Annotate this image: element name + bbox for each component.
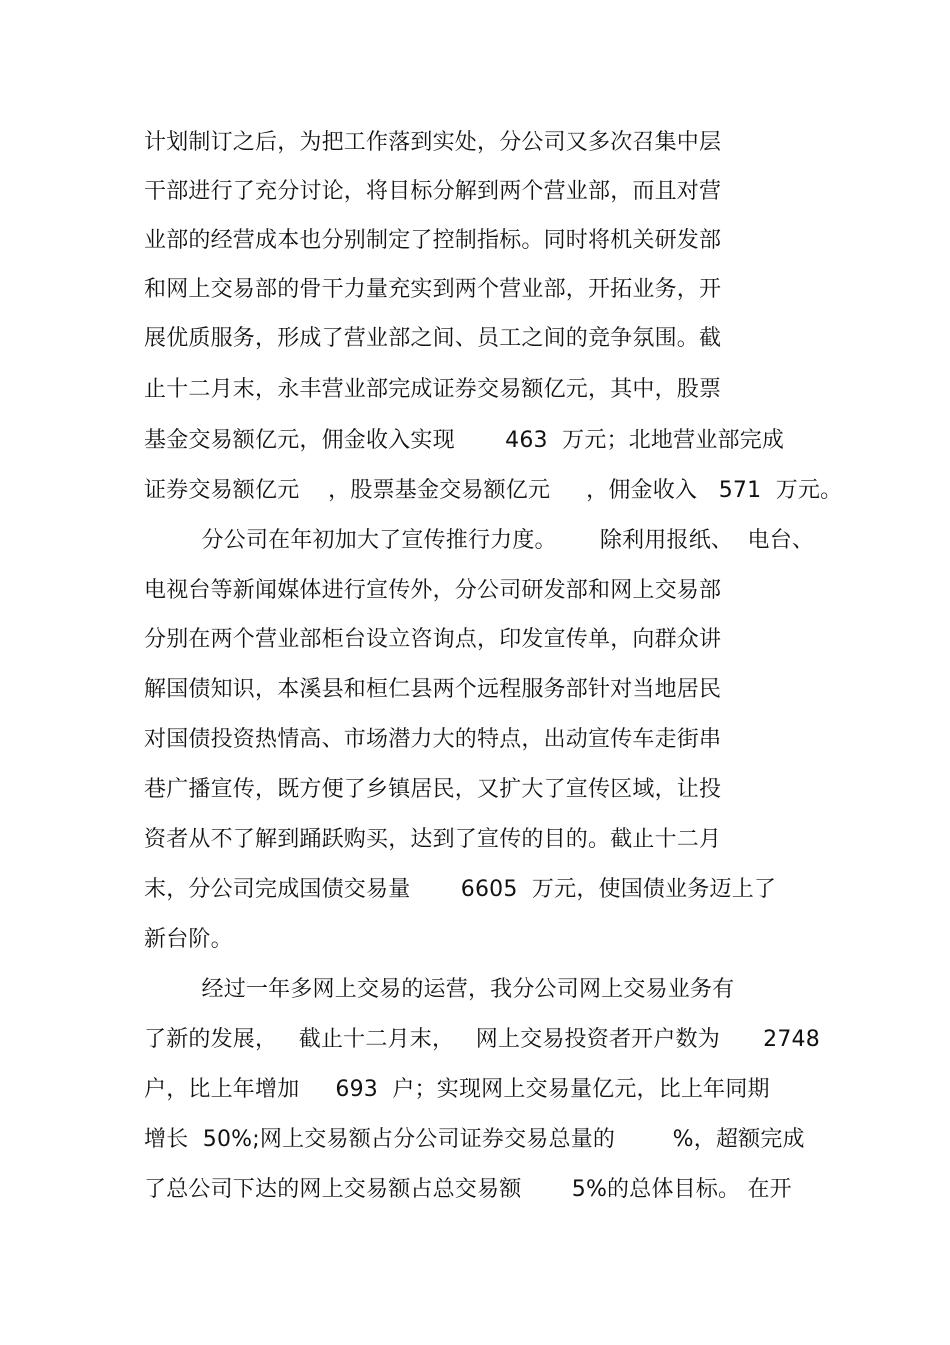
body-text-line: 展优质服务，形成了营业部之间、员工之间的竞争氛围。截 (144, 326, 722, 351)
body-text-line: 户，比上年增加 693 户；实现网上交易量亿元，比上年同期 (144, 1077, 770, 1102)
body-text-line: 基金交易额亿元，佣金收入实现 463 万元；北地营业部完成 (144, 428, 785, 453)
body-text-line: 解国债知识，本溪县和桓仁县两个远程服务部针对当地居民 (144, 677, 722, 702)
body-text-line: 经过一年多网上交易的运营，我分公司网上交易业务有 (144, 977, 735, 1002)
body-text-line: 证券交易额亿元 ，股票基金交易额亿元 ，佣金收入 571 万元。 (144, 478, 843, 503)
body-text-line: 巷广播宣传，既方便了乡镇居民，又扩大了宣传区域，让投 (144, 777, 722, 802)
body-text-line: 分公司在年初加大了宣传推行力度。 除利用报纸、 电台、 (144, 528, 815, 553)
body-text-line: 对国债投资热情高、市场潜力大的特点，出动宣传车走街串 (144, 727, 722, 752)
body-text-line: 干部进行了充分讨论，将目标分解到两个营业部，而且对营 (144, 179, 722, 204)
body-text-line: 止十二月末，永丰营业部完成证券交易额亿元，其中，股票 (144, 377, 722, 402)
body-text-line: 计划制订之后，为把工作落到实处，分公司又多次召集中层 (144, 130, 722, 155)
body-text-line: 末，分公司完成国债交易量 6605 万元，使国债业务迈上了 (144, 877, 777, 902)
body-text-line: 了总公司下达的网上交易额占总交易额 5%的总体目标。 在开 (144, 1177, 792, 1202)
body-text-line: 资者从不了解到踊跃购买，达到了宣传的目的。截止十二月 (144, 827, 722, 852)
body-text-line: 了新的发展， 截止十二月末， 网上交易投资者开户数为 2748 (144, 1027, 820, 1052)
body-text-line: 业部的经营成本也分别制定了控制指标。同时将机关研发部 (144, 228, 722, 253)
body-text-line: 新台阶。 (144, 927, 233, 952)
body-text-line: 电视台等新闻媒体进行宣传外，分公司研发部和网上交易部 (144, 578, 722, 603)
body-text-line: 增长 50%;网上交易额占分公司证券交易总量的 %，超额完成 (144, 1127, 805, 1152)
body-text-line: 分别在两个营业部柜台设立咨询点，印发宣传单，向群众讲 (144, 627, 722, 652)
body-text-line: 和网上交易部的骨干力量充实到两个营业部，开拓业务，开 (144, 277, 722, 302)
